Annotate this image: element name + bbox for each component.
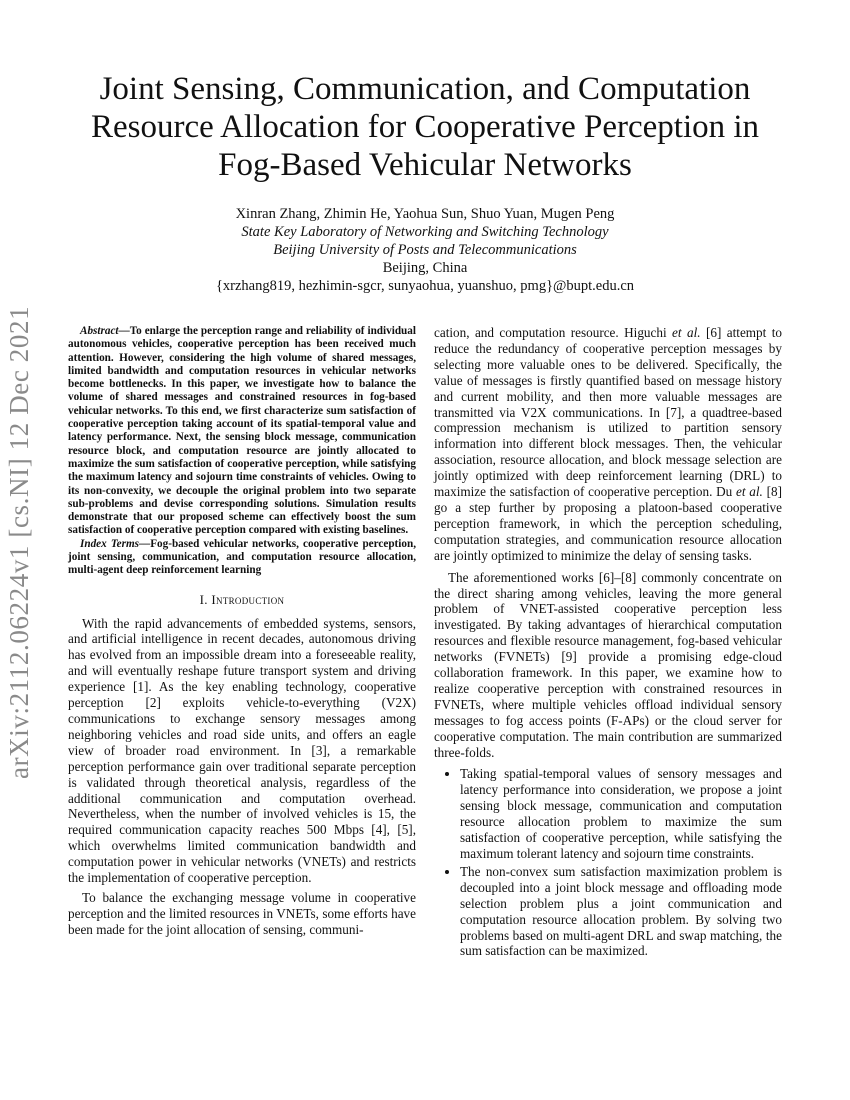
title-line: Resource Allocation for Cooperative Perception in xyxy=(90,109,760,145)
section-number: I. xyxy=(199,591,208,607)
index-terms xyxy=(68,538,416,578)
author-block xyxy=(60,205,790,295)
text-segment: [8] go a step further by proposing a platoon-based cooperative perception framework, in which the perception scheduling, computation strategies, and communication resource allocation are jointly optimized to minimize the delay of sensing tasks. xyxy=(434,484,782,563)
index-terms-text: —Fog-based vehicular networks, cooperative perception, joint sensing, communication, and computation resource allocation, multi-agent deep reinforcement learning xyxy=(68,537,416,577)
section-title: Introduction xyxy=(211,591,285,607)
affiliation-lab: State Key Laboratory of Networking and Switching Technology xyxy=(241,224,609,240)
affiliation-university: Beijing University of Posts and Telecommunications xyxy=(273,242,577,258)
text-segment: [6] attempt to reduce the redundancy of cooperative perception messages by selecting more valuable ones to be delivered. Specifically, the value of messages is firstly quantified based on message history and current mobility, and then more valuable messages are transmitted via V2X communications. In [7], a quadtree-based compression mechanism is utilized to partition sensory information into different block messages. Then, the vehicular association, resource allocation, and block message selection are jointly optimized with deep reinforcement learning (DRL) to maximize the satisfaction of cooperative perception. Du xyxy=(434,325,782,500)
text-segment: cation, and computation resource. Higuchi xyxy=(434,325,673,340)
contribution-list xyxy=(434,766,782,959)
abstract-text: —To enlarge the perception range and reliability of individual autonomous vehicles, cooperative perception has been received much attention. However, considering the high volume of shared messages, limited bandwidth and computation resources in vehicular networks become bottlenecks. In this paper, we investigate how to balance the volume of shared messages and constrained resources in fog-based vehicular networks. To this end, we first characterize sum satisfaction of cooperative perception taking account of its spatial-temporal value and latency performance. Next, the sensing block message, communication resource block, and computation resource are jointly allocated to maximize the sum satisfaction of cooperative perception, while satisfying the maximum latency and sojourn time constraints of vehicles. Owing to its non-convexity, we decouple the original problem into two separate sub-problems and devise corresponding solutions. Simulation results demonstrate that our proposed scheme can effectively boost the sum satisfaction of cooperative perception compared with existing baselines. xyxy=(68,325,416,537)
right-column xyxy=(434,325,782,961)
paper-title xyxy=(60,70,790,184)
intro-paragraph-3: The aforementioned works [6]–[8] commonly concentrate on the direct sharing among vehicles, leaving the more general problem of VNET-assisted cooperative perception less investigated. By taking advantages of hierarchical computation resources and flexible resource management, fog-based vehicular networks (FVNETs) [9] provide a promising edge-cloud collaboration framework. In this paper, we examine how to realize cooperative perception with constrained resources in FVNETs, where multiple vehicles offload individual sensory messages to fog access points (F-APs) or the cloud server for cooperative computation. The main contribution are summarized three-folds. xyxy=(434,569,782,760)
intro-paragraph-1: With the rapid advancements of embedded systems, sensors, and artificial intelligence in recent decades, autonomous driving has evolved from an impossible dream into a foreseeable reality, and will eventually reshape future transport system and driving experience [1]. As the key enabling technology, cooperative perception [2] exploits vehicle-to-everything (V2X) communications to exchange sensory messages among neighboring vehicles and road side units, and offers an eagle view of broader road environment. In [3], a remarkable perception performance gain over traditional separate perception is validated through theoretical analysis, regardless of the additional communication and computation overhead. Nevertheless, when the number of involved vehicles is 15, the required communication capacity reaches 500 Mbps [4], [5], which overwhelms limited communication bandwidth and computation power in vehicular networks (VNETs) and restricts the implementation of cooperative perception. xyxy=(68,615,416,886)
abstract-label: Abstract xyxy=(80,325,119,337)
author-names: Xinran Zhang, Zhimin He, Yaohua Sun, Shuo Yuan, Mugen Peng xyxy=(235,206,615,222)
intro-paragraph-2-continued xyxy=(434,325,782,564)
contribution-item: • Taking spatial-temporal values of sensory messages and latency performance into consideration, we propose a joint sensing block message, communication and computation resource allocation problem to maximize the sum satisfaction of cooperative perception, while satisfying the maximum tolerant latency and sojourn time constraints. xyxy=(460,766,782,861)
abstract-paragraph xyxy=(68,325,416,538)
index-terms-label: Index Terms xyxy=(80,537,140,550)
title-line: Joint Sensing, Communication, and Computation xyxy=(99,71,751,107)
section-heading xyxy=(68,592,416,608)
intro-paragraph-2: To balance the exchanging message volume in cooperative perception and the limited resources in VNETs, some efforts have been made for the joint allocation of sensing, communi- xyxy=(68,889,416,937)
et-al: et al. xyxy=(736,484,763,500)
et-al: et al. xyxy=(672,325,701,340)
arxiv-identifier[interactable]: arXiv:2112.06224v1 [cs.NI] 12 Dec 2021 xyxy=(4,305,34,780)
title-line: Fog-Based Vehicular Networks xyxy=(218,147,632,183)
author-location: Beijing, China xyxy=(382,260,468,276)
author-emails[interactable]: {xrzhang819, hezhimin-sgcr, sunyaohua, yuanshuo, pmg}@bupt.edu.cn xyxy=(215,278,635,294)
contribution-item: • The non-convex sum satisfaction maximization problem is decoupled into a joint block message and offloading mode selection problem plus a joint communication and computation resource allocation problem. By solving two problems based on multi-agent DRL and swap matching, the sum satisfaction can be maximized. xyxy=(460,864,782,959)
left-column xyxy=(68,325,416,942)
abstract xyxy=(68,325,416,578)
